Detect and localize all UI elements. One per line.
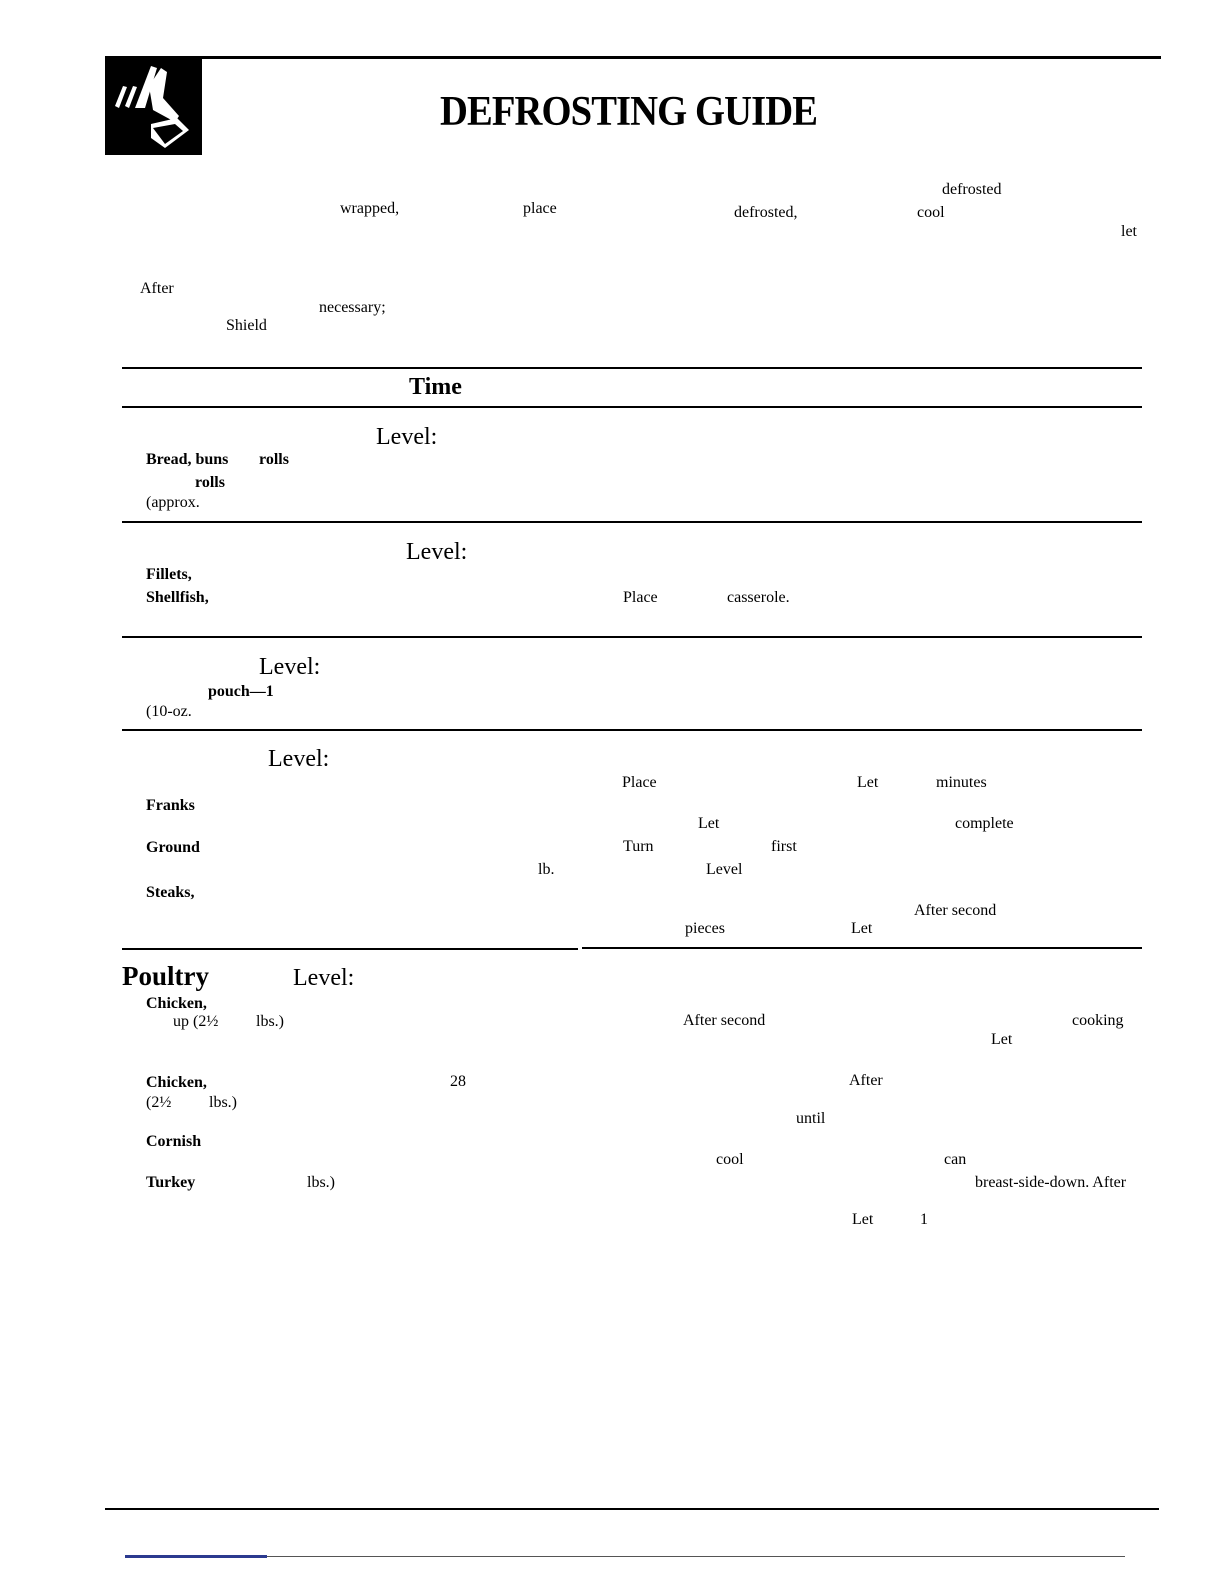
fish-level-label: Level: <box>406 539 468 565</box>
fish-direction: casserole. <box>727 589 790 606</box>
poultry-direction: can <box>944 1151 967 1168</box>
poultry-direction: cool <box>716 1151 744 1168</box>
table-rule <box>122 406 1142 408</box>
intro-text: After <box>140 280 174 297</box>
section-rule <box>122 948 578 950</box>
intro-text: let <box>1121 223 1137 240</box>
poultry-item: up (2½ <box>173 1013 219 1030</box>
section-rule <box>122 521 1142 523</box>
meat-direction: complete <box>955 815 1014 832</box>
bread-level-label: Level: <box>376 424 438 450</box>
poultry-item: Chicken, <box>146 1074 207 1091</box>
footer-rule <box>125 1556 1125 1557</box>
intro-text: wrapped, <box>340 200 400 217</box>
poultry-item: (2½ <box>146 1094 172 1111</box>
poultry-direction: until <box>796 1110 826 1127</box>
meat-item: Steaks, <box>146 884 195 901</box>
vegetable-item: pouch—1 <box>208 683 274 700</box>
meat-item: Franks <box>146 797 195 814</box>
poultry-heading: Poultry <box>122 961 209 991</box>
fish-item: Fillets, <box>146 566 192 583</box>
fish-item: Shellfish, <box>146 589 209 606</box>
bread-item: (approx. <box>146 494 200 511</box>
poultry-item: lbs.) <box>256 1013 284 1030</box>
intro-text: necessary; <box>319 299 386 316</box>
bread-item: rolls <box>195 474 225 491</box>
meat-direction: minutes <box>936 774 987 791</box>
poultry-item: lbs.) <box>307 1174 335 1191</box>
poultry-direction: breast-side-down. After <box>975 1174 1127 1191</box>
meat-direction: Level <box>706 861 743 878</box>
poultry-item: lbs.) <box>209 1094 237 1111</box>
section-rule <box>122 636 1142 638</box>
table-rule <box>122 367 1142 369</box>
meat-item: Ground <box>146 839 200 856</box>
section-rule <box>582 947 1142 949</box>
page-title: DEFROSTING GUIDE <box>440 89 818 135</box>
meat-level-label: Level: <box>268 746 330 772</box>
meat-direction: Place <box>622 774 657 791</box>
meat-direction: After second <box>914 902 997 919</box>
poultry-item: Cornish <box>146 1133 202 1150</box>
meat-direction: Let <box>698 815 720 832</box>
bread-item: rolls <box>259 451 289 468</box>
meat-direction: pieces <box>685 920 725 937</box>
vegetable-level-label: Level: <box>259 654 321 680</box>
intro-text: defrosted, <box>734 204 798 221</box>
poultry-direction: 1 <box>920 1211 928 1228</box>
bottom-rule <box>105 1508 1159 1510</box>
poultry-item: Turkey <box>146 1174 196 1191</box>
poultry-direction: After second <box>683 1012 766 1029</box>
hand-icon <box>105 58 202 155</box>
footer-accent-rule <box>125 1555 267 1558</box>
poultry-note: 28 <box>450 1073 466 1090</box>
bread-item: Bread, buns <box>146 451 229 468</box>
poultry-direction: After <box>849 1072 883 1089</box>
vegetable-item: (10-oz. <box>146 703 192 720</box>
section-rule <box>122 729 1142 731</box>
poultry-direction: Let <box>991 1031 1013 1048</box>
time-column-header: Time <box>409 374 462 400</box>
poultry-direction: Let <box>852 1211 874 1228</box>
poultry-level-label: Level: <box>293 965 355 991</box>
meat-direction: first <box>771 838 797 855</box>
poultry-item: Chicken, <box>146 995 207 1012</box>
meat-direction: Let <box>857 774 879 791</box>
meat-note: lb. <box>538 861 555 878</box>
intro-text: defrosted <box>942 181 1002 198</box>
meat-direction: Turn <box>623 838 654 855</box>
top-rule <box>105 56 1161 59</box>
intro-text: cool <box>917 204 945 221</box>
intro-text: place <box>523 200 557 217</box>
meat-direction: Let <box>851 920 873 937</box>
fish-direction: Place <box>623 589 658 606</box>
intro-text: Shield <box>226 317 267 334</box>
poultry-direction: cooking <box>1072 1012 1124 1029</box>
